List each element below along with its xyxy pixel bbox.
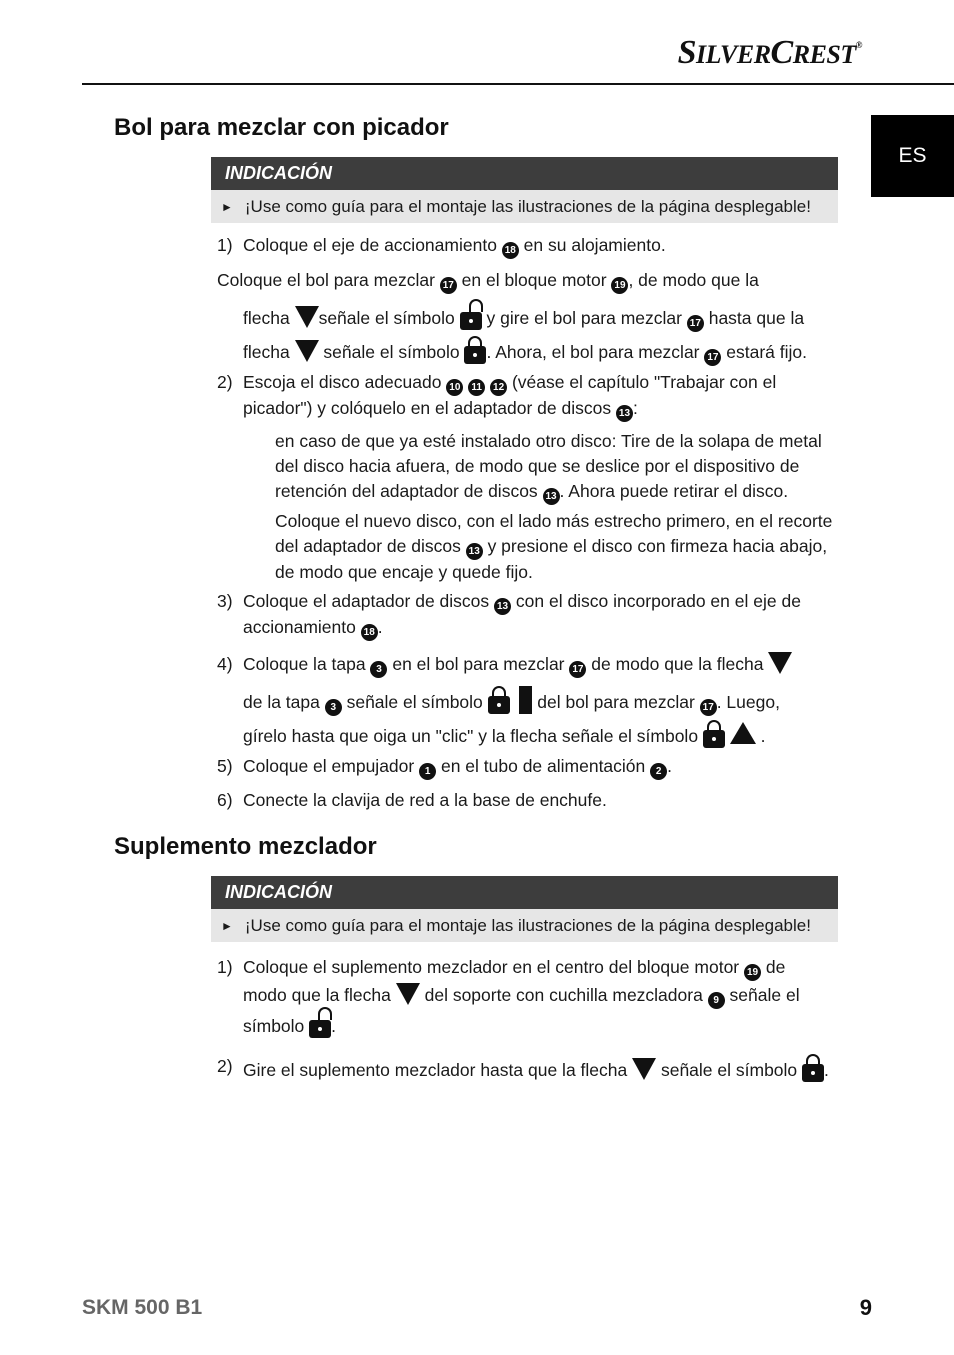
step-6-text: Conecte la clavija de red a la base de enchufe. — [243, 790, 607, 810]
step-number: 5) — [217, 756, 233, 776]
lock-open-icon — [460, 302, 482, 330]
step-number: 1) — [217, 957, 233, 977]
note-title: INDICACIÓN — [211, 876, 838, 909]
note-text: ¡Use como guía para el montaje las ilustraciones de la página desplegable! — [244, 916, 811, 935]
step-number: 2) — [217, 372, 233, 392]
note-body — [211, 190, 838, 223]
arrow-down-icon — [295, 306, 319, 328]
s2-step-1-line-2: modo que la flecha del soporte con cuchilla mezcladora 9 señale el — [243, 983, 800, 1009]
arrow-down-icon — [768, 652, 792, 674]
page-number: 9 — [859, 1295, 872, 1320]
lock-closed-icon — [464, 336, 486, 364]
step-number: 4) — [217, 654, 233, 674]
step-3-text: Coloque el adaptador de discos 13 con el disco incorporado en el eje de accionamiento 18 . — [243, 589, 801, 641]
note-text: ¡Use como guía para el montaje las ilustraciones de la página desplegable! — [244, 197, 811, 216]
arrow-down-icon — [295, 340, 319, 362]
arrow-up-icon — [730, 722, 756, 744]
callout-19: 19 — [611, 277, 628, 294]
note-box-2 — [211, 876, 838, 942]
step-1-text: Coloque el eje de accionamiento 18 en su alojamiento. — [243, 233, 666, 259]
brand-logo: SILVERCREST® — [677, 34, 862, 71]
callout-17: 17 — [704, 349, 721, 366]
lock-closed-icon — [703, 720, 725, 748]
step-number: 2) — [217, 1056, 233, 1076]
callout-17: 17 — [440, 277, 457, 294]
step-5-text: Coloque el empujador 1 en el tubo de alimentación 2 . — [243, 754, 672, 780]
step-number: 1) — [217, 235, 233, 255]
language-tab: ES — [871, 115, 954, 197]
pointer-icon: ► — [221, 919, 233, 933]
step-4-line-1: Coloque la tapa 3 en el bol para mezclar 17 de modo que la flecha — [243, 652, 792, 678]
bar-marker-icon — [519, 686, 532, 714]
sub-paragraph-2: Coloque el nuevo disco, con el lado más estrecho primero, en el recorte del adaptador de discos 13 y presione el disco con firmeza hacia abajo, de modo que encaje y quede fijo. — [275, 511, 833, 582]
note-box-1 — [211, 157, 838, 223]
section-title-suplemento: Suplemento mezclador — [114, 833, 377, 860]
step-4-line-2: de la tapa 3 señale el símbolo del bol para mezclar 17 . Luego, — [243, 686, 780, 716]
paragraph-line-3: flecha señale el símbolo . Ahora, el bol para mezclar 17 estará fijo. — [243, 336, 807, 366]
lock-closed-icon — [488, 686, 510, 714]
section-title-bol: Bol para mezclar con picador — [114, 114, 449, 141]
arrow-down-icon — [632, 1058, 656, 1080]
s2-step-1-line-3: símbolo . — [243, 1010, 336, 1039]
lock-open-icon — [309, 1010, 331, 1038]
note-body — [211, 909, 838, 942]
step-4-line-3: gírelo hasta que oiga un "clic" y la flecha señale el símbolo . — [243, 720, 766, 749]
step-2-text: Escoja el disco adecuado 10 11 12 (véase el capítulo "Trabajar con el picador") y colóquelo en el adaptador de discos 13 : — [243, 370, 776, 422]
step-number: 3) — [217, 591, 233, 611]
sub-paragraph-1: en caso de que ya esté instalado otro disco: Tire de la solapa de metal del disco hacia afuera, de modo que se deslice por el dispositivo de retención del adaptador de discos 13 . Ahora puede retirar el disco. — [275, 429, 822, 505]
lock-closed-icon — [802, 1054, 824, 1082]
note-title: INDICACIÓN — [211, 157, 838, 190]
step-number: 6) — [217, 790, 233, 810]
paragraph-line-2: flecha señale el símbolo y gire el bol para mezclar 17 hasta que la — [243, 302, 804, 332]
paragraph-bol: Coloque el bol para mezclar 17 en el bloque motor 19 , de modo que la — [217, 268, 759, 294]
footer-model: SKM 500 B1 — [82, 1296, 203, 1319]
arrow-down-icon — [396, 983, 420, 1005]
callout-18: 18 — [502, 242, 519, 259]
callout-17: 17 — [687, 315, 704, 332]
header-rule — [82, 83, 954, 85]
s2-step-1-line-1: Coloque el suplemento mezclador en el centro del bloque motor 19 de — [243, 955, 785, 981]
pointer-icon: ► — [221, 200, 233, 214]
s2-step-2-text: Gire el suplemento mezclador hasta que la flecha señale el símbolo . — [243, 1054, 829, 1083]
